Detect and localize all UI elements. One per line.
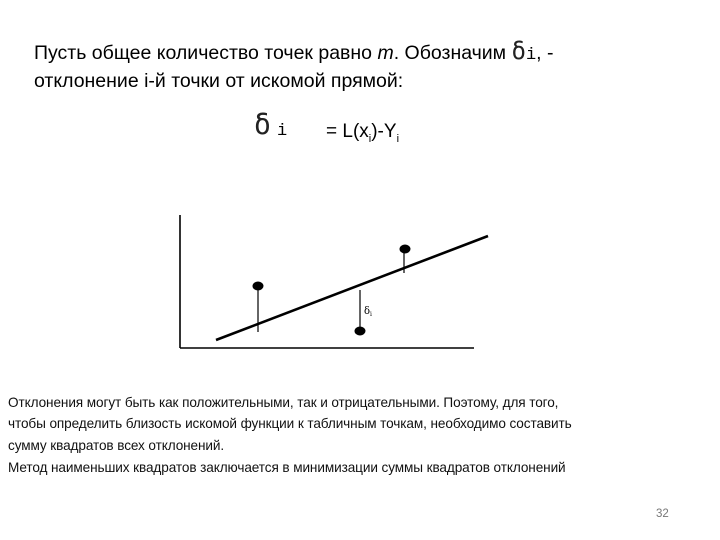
delta-label-subscript: i (370, 311, 372, 318)
note-line-2: чтобы определить близость искомой функции к табличным точкам, необходимо составить (8, 416, 572, 431)
intro-text-mid: . Обозначим (393, 42, 512, 64)
intro-line-1 (34, 37, 554, 65)
note-line-3: сумму квадратов всех отклонений. (8, 438, 225, 453)
formula-x-subscript: i (368, 132, 372, 145)
formula-rhs-b: )-Y (371, 121, 397, 142)
formula-y-subscript: i (396, 132, 400, 145)
delta-subscript: i (525, 46, 537, 65)
data-point-1 (253, 282, 264, 291)
data-point-3 (355, 327, 366, 336)
data-point-2 (400, 245, 411, 254)
formula-rhs (326, 121, 399, 145)
intro-text-end: , - (536, 42, 554, 64)
page-number: 32 (656, 508, 669, 520)
delta-symbol: δ (511, 37, 526, 65)
note-line-4: Метод наименьших квадратов заключается в минимизации суммы квадратов отклонений (8, 460, 566, 475)
deviation-figure (176, 210, 516, 360)
formula-delta-subscript: i (277, 122, 288, 141)
intro-text-start: Пусть общее количество точек равно (34, 42, 378, 64)
delta-label: $\delta_i$ (364, 306, 372, 318)
formula-delta: δ (254, 108, 271, 141)
note-line-1: Отклонения могут быть как положительными, так и отрицательными. Поэтому, для того, (8, 395, 559, 410)
formula-rhs-a: = L(x (326, 121, 369, 142)
m-variable: m (377, 42, 394, 64)
intro-line-2: отклонение i-й точки от искомой прямой: (34, 70, 404, 92)
